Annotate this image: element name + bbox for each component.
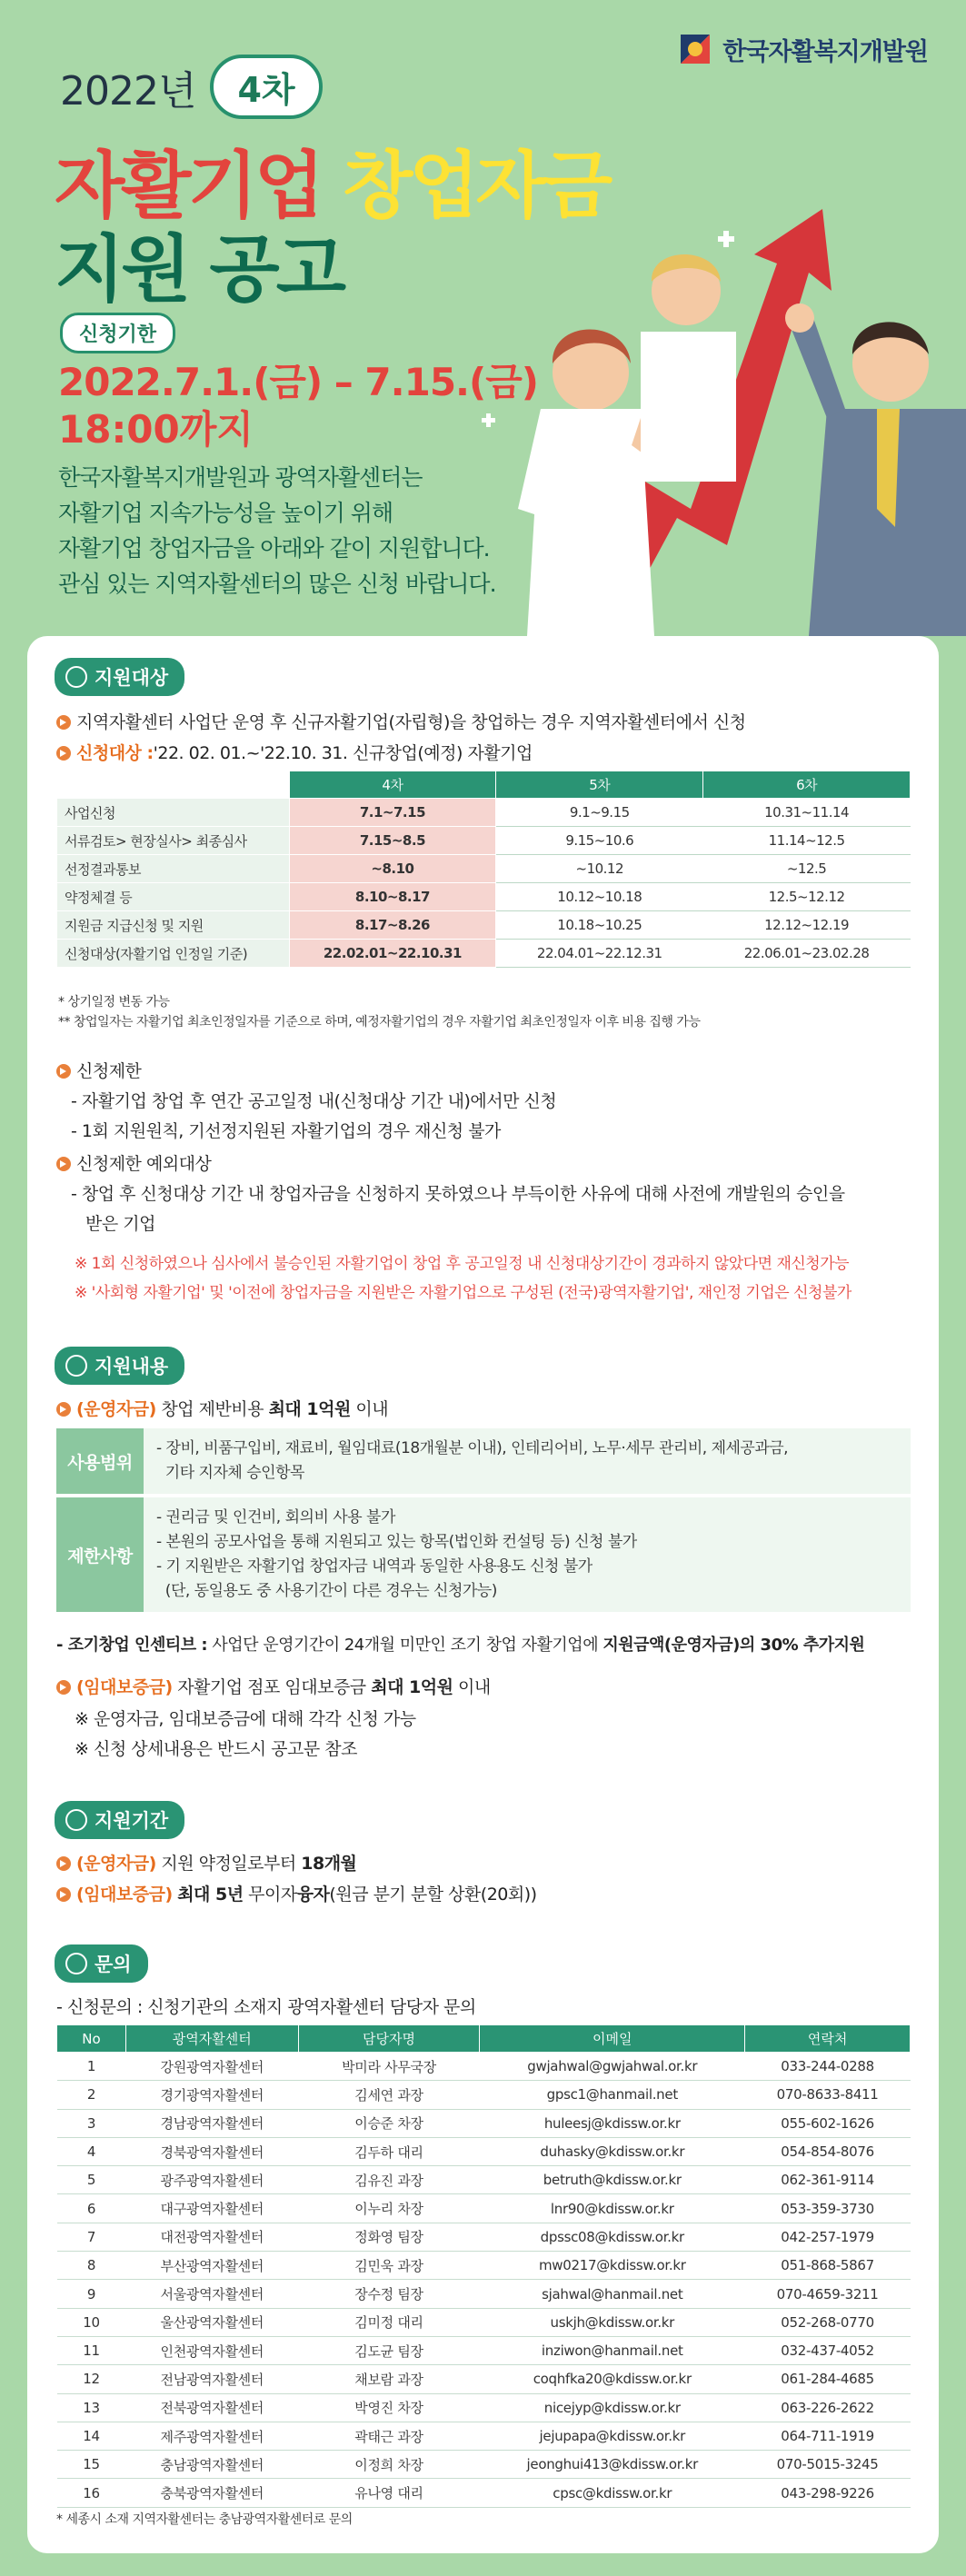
contacts-header-cell: 광역자활센터	[125, 2025, 298, 2053]
person-icon	[65, 666, 87, 688]
contacts-cell: 054-854-8076	[745, 2137, 911, 2165]
arrow-bullet-icon	[56, 1856, 71, 1871]
contact-email-link[interactable]: uskjh@kdissw.or.kr	[480, 2308, 745, 2336]
section-title: 지원내용	[95, 1356, 169, 1378]
warning-note-1: ※ 1회 신청하였으나 심사에서 불승인된 자활기업이 창업 후 공고일정 내 신청대상기간이 경과하지 않았다면 재신청가능	[75, 1255, 850, 1273]
deposit-tail: 이내	[458, 1677, 491, 1697]
contacts-cell: 이정희 차장	[298, 2451, 480, 2479]
contacts-cell: 070-8633-8411	[745, 2081, 911, 2109]
hero-banner	[0, 0, 966, 636]
intro-line: 관심 있는 지역자활센터의 많은 신청 바랍니다.	[58, 571, 496, 597]
contacts-header-cell: 연락처	[745, 2025, 911, 2053]
contacts-table	[56, 2024, 911, 2508]
arrow-bullet-icon	[56, 1157, 71, 1171]
schedule-cell: 12.12~12.19	[703, 911, 911, 940]
schedule-cell: 10.18~10.25	[496, 911, 703, 940]
section-title: 지원기간	[95, 1810, 169, 1832]
arrow-bullet-icon	[56, 1402, 71, 1417]
contacts-cell: 전남광역자활센터	[125, 2365, 298, 2393]
section-header-inquiry	[55, 1944, 148, 1983]
schedule-cell: 9.1~9.15	[496, 799, 703, 827]
period-deposit-loan: 융자	[296, 1885, 330, 1905]
schedule-cell: ~10.12	[496, 855, 703, 883]
contacts-row	[57, 2365, 911, 2393]
contacts-cell: 울산광역자활센터	[125, 2308, 298, 2336]
early-incentive-label: - 조기창업 인센티브 :	[56, 1636, 208, 1655]
usage-table	[56, 1428, 911, 1612]
section-header-content	[55, 1347, 184, 1385]
contacts-cell: 070-4659-3211	[745, 2280, 911, 2308]
schedule-cell: 22.02.01~22.10.31	[289, 940, 496, 968]
target-line-2	[56, 740, 533, 764]
schedule-note-2: ** 창업일자는 자활기업 최초인정일자를 기준으로 하며, 예정자활기업의 경우 자활기업 최초인정일자 이후 비용 집행 가능	[58, 1015, 701, 1029]
schedule-row	[57, 855, 911, 883]
schedule-header-cell: 5차	[496, 771, 703, 799]
schedule-row	[57, 827, 911, 855]
contacts-cell: 강원광역자활센터	[125, 2053, 298, 2081]
contacts-cell: 062-361-9114	[745, 2166, 911, 2194]
usage-line: 기타 지자체 승인항목	[156, 1464, 304, 1482]
contacts-row	[57, 2223, 911, 2251]
period-deposit-years: 최대 5년	[177, 1885, 244, 1905]
schedule-row	[57, 799, 911, 827]
contacts-cell: 4	[57, 2137, 126, 2165]
intro-line: 자활기업 창업자금을 아래와 같이 지원합니다.	[58, 535, 490, 562]
contacts-row	[57, 2308, 911, 2336]
operating-fund-text: 창업 제반비용	[161, 1399, 264, 1419]
target-line-2-text: '22. 02. 01.~'22.10. 31. 신규창업(예정) 자활기업	[153, 743, 533, 763]
contacts-row	[57, 2081, 911, 2109]
people-growth-illustration	[463, 182, 966, 636]
section-title: 문의	[95, 1954, 132, 1975]
contacts-cell: 박미라 사무국장	[298, 2053, 480, 2081]
operating-fund-amount: 최대 1억원	[268, 1399, 351, 1419]
contacts-cell: 대전광역자활센터	[125, 2223, 298, 2251]
sprout-icon	[65, 1355, 87, 1377]
year-line	[60, 55, 323, 119]
arrow-bullet-icon	[56, 746, 71, 761]
period-deposit-line	[56, 1881, 537, 1905]
contacts-cell: 032-437-4052	[745, 2336, 911, 2364]
contacts-cell: 경기광역자활센터	[125, 2081, 298, 2109]
title-red: 자활기업	[55, 144, 322, 228]
contacts-cell: 제주광역자활센터	[125, 2422, 298, 2450]
contacts-cell: 2	[57, 2081, 126, 2109]
schedule-cell: 8.10~8.17	[289, 883, 496, 911]
contacts-cell: 김유진 과장	[298, 2166, 480, 2194]
period-operating-label: (운영자금)	[76, 1854, 156, 1874]
schedule-row-label: 사업신청	[57, 799, 290, 827]
usage-line: - 장비, 비품구입비, 재료비, 월임대료(18개월분 이내), 인테리어비, 노무·세무 관리비, 제세공과금,	[156, 1439, 789, 1457]
operating-fund-line	[56, 1396, 388, 1420]
deposit-line	[56, 1674, 491, 1698]
contact-email-link[interactable]: mw0217@kdissw.or.kr	[480, 2252, 745, 2280]
contacts-cell: 인천광역자활센터	[125, 2336, 298, 2364]
early-incentive-text: 사업단 운영기간이 24개월 미만인 조기 창업 자활기업에	[212, 1636, 599, 1655]
contacts-cell: 12	[57, 2365, 126, 2393]
arrow-bullet-icon	[56, 1887, 71, 1902]
early-incentive-amount: 지원금액(운영자금)의 30% 추가지원	[603, 1636, 865, 1655]
usage-row-key: 사용범위	[56, 1428, 144, 1494]
schedule-row-label: 신청대상(자활기업 인정일 기준)	[57, 940, 290, 968]
contacts-row	[57, 2194, 911, 2223]
usage-line: - 기 지원받은 자활기업 창업자금 내역과 동일한 사용용도 신청 불가	[156, 1557, 593, 1576]
contacts-row	[57, 2479, 911, 2507]
usage-row	[56, 1428, 911, 1494]
title-line-2: 지원 공고	[55, 227, 343, 312]
deposit-label: (임대보증금)	[76, 1677, 173, 1697]
contacts-cell: 경남광역자활센터	[125, 2109, 298, 2137]
period-time: 18:00까지	[58, 407, 254, 452]
schedule-row-label: 지원금 지급신청 및 지원	[57, 911, 290, 940]
usage-row-value	[144, 1428, 911, 1494]
contacts-cell: 070-5015-3245	[745, 2451, 911, 2479]
schedule-cell: 22.04.01~22.12.31	[496, 940, 703, 968]
schedule-cell: 10.31~11.14	[703, 799, 911, 827]
intro-line: 한국자활복지개발원과 광역자활센터는	[58, 464, 423, 491]
contacts-cell: 063-226-2622	[745, 2393, 911, 2422]
contacts-cell: 박영진 차장	[298, 2393, 480, 2422]
contacts-cell: 유나영 대리	[298, 2479, 480, 2507]
schedule-header-cell: 6차	[703, 771, 911, 799]
contacts-cell: 7	[57, 2223, 126, 2251]
contact-email-link[interactable]: coqhfka20@kdissw.or.kr	[480, 2365, 745, 2393]
usage-line: - 본원의 공모사업을 통해 지원되고 있는 항목(법인화 컨설팅 등) 신청 불가	[156, 1533, 637, 1551]
contacts-cell: 정화영 팀장	[298, 2223, 480, 2251]
contact-email-link[interactable]: lnr90@kdissw.or.kr	[480, 2194, 745, 2223]
period-badge: 신청기한	[60, 313, 175, 353]
contacts-cell: 김두하 대리	[298, 2137, 480, 2165]
schedule-cell: 22.06.01~23.02.28	[703, 940, 911, 968]
contacts-cell: 광주광역자활센터	[125, 2166, 298, 2194]
warning-note-2: ※ '사회형 자활기업' 및 '이전에 창업자금을 지원받은 자활기업으로 구성된 (전국)광역자활기업', 재인정 기업은 신청불가	[75, 1284, 851, 1302]
title-yellow: 창업자금	[342, 144, 610, 228]
schedule-row-label: 서류검토> 현장실사> 최종심사	[57, 827, 290, 855]
contacts-header-cell: 이메일	[480, 2025, 745, 2053]
contacts-cell: 052-268-0770	[745, 2308, 911, 2336]
schedule-row-label: 선정결과통보	[57, 855, 290, 883]
arrow-bullet-icon	[56, 715, 71, 730]
schedule-cell: 10.12~10.18	[496, 883, 703, 911]
contacts-row	[57, 2109, 911, 2137]
contacts-row	[57, 2280, 911, 2308]
contacts-row	[57, 2053, 911, 2081]
contacts-header-cell: No	[57, 2025, 126, 2053]
contacts-cell: 김미정 대리	[298, 2308, 480, 2336]
usage-row-value	[144, 1497, 911, 1612]
contacts-cell: 14	[57, 2422, 126, 2450]
contacts-cell: 경북광역자활센터	[125, 2137, 298, 2165]
schedule-row	[57, 883, 911, 911]
schedule-cell: ~8.10	[289, 855, 496, 883]
contacts-cell: 장수정 팀장	[298, 2280, 480, 2308]
contacts-cell: 충남광역자활센터	[125, 2451, 298, 2479]
contacts-row	[57, 2252, 911, 2280]
contacts-cell: 충북광역자활센터	[125, 2479, 298, 2507]
contacts-row	[57, 2451, 911, 2479]
contact-email-link[interactable]: gpsc1@hanmail.net	[480, 2081, 745, 2109]
schedule-cell: 9.15~10.6	[496, 827, 703, 855]
contacts-cell: 채보람 과장	[298, 2365, 480, 2393]
contacts-cell: 대구광역자활센터	[125, 2194, 298, 2223]
contact-email-link[interactable]: huleesj@kdissw.or.kr	[480, 2109, 745, 2137]
contacts-cell: 064-711-1919	[745, 2422, 911, 2450]
logo-text: 한국자활복지개발원	[722, 37, 928, 66]
schedule-cell: 7.15~8.5	[289, 827, 496, 855]
contacts-cell: 이승준 차장	[298, 2109, 480, 2137]
contacts-row	[57, 2422, 911, 2450]
schedule-cell: 7.1~7.15	[289, 799, 496, 827]
contact-email-link[interactable]: duhasky@kdissw.or.kr	[480, 2137, 745, 2165]
schedule-table	[56, 771, 911, 968]
period-operating-months: 18개월	[301, 1854, 357, 1874]
contact-email-link[interactable]: betruth@kdissw.or.kr	[480, 2166, 745, 2194]
contacts-cell: 김민욱 과장	[298, 2252, 480, 2280]
period-deposit-text: 무이자	[248, 1885, 297, 1905]
contact-email-link[interactable]: cpsc@kdissw.or.kr	[480, 2479, 745, 2507]
contacts-cell: 이누리 차장	[298, 2194, 480, 2223]
contacts-row	[57, 2137, 911, 2165]
usage-row	[56, 1497, 911, 1612]
target-line-1	[56, 709, 746, 733]
content-card	[27, 636, 939, 2553]
schedule-row-label: 약정체결 등	[57, 883, 290, 911]
contacts-cell: 1	[57, 2053, 126, 2081]
contacts-cell: 김세연 과장	[298, 2081, 480, 2109]
period-deposit-label: (임대보증금)	[76, 1885, 173, 1905]
deposit-note: ※ 신청 상세내용은 반드시 공고문 참조	[75, 1739, 357, 1759]
contacts-row	[57, 2393, 911, 2422]
schedule-header-cell: 4차	[289, 771, 496, 799]
exception-title	[56, 1150, 211, 1175]
round-badge: 4차	[210, 55, 322, 119]
contact-email-link[interactable]: jejupapa@kdissw.or.kr	[480, 2422, 745, 2450]
section-header-period	[55, 1801, 184, 1839]
period-operating-line	[56, 1850, 356, 1875]
contact-email-link[interactable]: gwjahwal@gwjahwal.or.kr	[480, 2053, 745, 2081]
schedule-cell: 11.14~12.5	[703, 827, 911, 855]
contacts-cell: 3	[57, 2109, 126, 2137]
contacts-cell: 055-602-1626	[745, 2109, 911, 2137]
operating-fund-label: (운영자금)	[76, 1399, 156, 1419]
contacts-header-cell: 담당자명	[298, 2025, 480, 2053]
contacts-cell: 042-257-1979	[745, 2223, 911, 2251]
contacts-cell: 11	[57, 2336, 126, 2364]
schedule-header-blank	[57, 771, 290, 799]
deposit-amount: 최대 1억원	[371, 1677, 453, 1697]
contacts-cell: 6	[57, 2194, 126, 2223]
logo-mark-icon	[677, 31, 713, 67]
deposit-text: 자활기업 점포 임대보증금	[177, 1677, 366, 1697]
schedule-header-row	[57, 771, 911, 799]
contacts-cell: 곽태근 과장	[298, 2422, 480, 2450]
contacts-cell: 043-298-9226	[745, 2479, 911, 2507]
period-deposit-tail: (원금 분기 분할 상환(20회))	[329, 1885, 537, 1905]
schedule-cell: ~12.5	[703, 855, 911, 883]
target-line-2-label: 신청대상 :	[76, 743, 154, 763]
schedule-cell: 8.17~8.26	[289, 911, 496, 940]
contact-email-link[interactable]: sjahwal@hanmail.net	[480, 2280, 745, 2308]
contacts-cell: 김도균 팀장	[298, 2336, 480, 2364]
schedule-cell: 12.5~12.12	[703, 883, 911, 911]
usage-row-key: 제한사항	[56, 1497, 144, 1612]
contacts-cell: 16	[57, 2479, 126, 2507]
contacts-body	[57, 2053, 911, 2508]
contacts-cell: 10	[57, 2308, 126, 2336]
restrict-title	[56, 1058, 141, 1082]
exception-item: - 창업 후 신청대상 기간 내 창업자금을 신청하지 못하였으나 부득이한 사유에 대해 사전에 개발원의 승인을	[71, 1184, 845, 1204]
contacts-cell: 051-868-5867	[745, 2252, 911, 2280]
contacts-cell: 033-244-0288	[745, 2053, 911, 2081]
schedule-row	[57, 911, 911, 940]
contacts-header-row	[57, 2025, 911, 2053]
early-incentive-line	[56, 1632, 864, 1656]
contacts-cell: 061-284-4685	[745, 2365, 911, 2393]
usage-line: (단, 동일용도 중 사용기간이 다른 경우는 신청가능)	[156, 1582, 497, 1600]
inquiry-intro: - 신청문의 : 신청기관의 소재지 광역자활센터 담당자 문의	[56, 1997, 476, 2017]
year-text: 2022년	[60, 67, 196, 114]
schedule-row	[57, 940, 911, 968]
exception-item: 받은 기업	[85, 1214, 155, 1234]
contacts-row	[57, 2336, 911, 2364]
inquiry-footnote: * 세종시 소재 지역자활센터는 충남광역자활센터로 문의	[56, 2512, 353, 2527]
contacts-cell: 서울광역자활센터	[125, 2280, 298, 2308]
arrow-bullet-icon	[56, 1680, 71, 1695]
contacts-cell: 053-359-3730	[745, 2194, 911, 2223]
deposit-note: ※ 운영자금, 임대보증금에 대해 각각 신청 가능	[75, 1709, 416, 1729]
contacts-cell: 전북광역자활센터	[125, 2393, 298, 2422]
contact-email-link[interactable]: jeonghui413@kdissw.or.kr	[480, 2451, 745, 2479]
period-operating-text: 지원 약정일로부터	[161, 1854, 296, 1874]
contact-email-link[interactable]: nicejyp@kdissw.or.kr	[480, 2393, 745, 2422]
contact-email-link[interactable]: inziwon@hanmail.net	[480, 2336, 745, 2364]
usage-line: - 권리금 및 인건비, 회의비 사용 불가	[156, 1508, 395, 1527]
restrict-item: - 1회 지원원칙, 기선정지원된 자활기업의 경우 재신청 불가	[71, 1121, 501, 1141]
hourglass-icon	[65, 1809, 87, 1831]
target-line-1-text: 지역자활센터 사업단 운영 후 신규자활기업(자립형)을 창업하는 경우 지역자활센터에서 신청	[76, 712, 746, 732]
schedule-note-1: * 상기일정 변동 가능	[58, 995, 170, 1010]
restrict-item: - 자활기업 창업 후 연간 공고일정 내(신청대상 기간 내)에서만 신청	[71, 1091, 557, 1111]
arrow-bullet-icon	[56, 1064, 71, 1079]
restrict-title-text: 신청제한	[76, 1061, 142, 1081]
exception-title-text: 신청제한 예외대상	[76, 1154, 212, 1174]
contacts-cell: 5	[57, 2166, 126, 2194]
contacts-cell: 13	[57, 2393, 126, 2422]
contacts-cell: 9	[57, 2280, 126, 2308]
contacts-row	[57, 2166, 911, 2194]
intro-text	[58, 460, 496, 602]
intro-line: 자활기업 지속가능성을 높이기 위해	[58, 500, 393, 526]
period-date: 2022.7.1.(금) – 7.15.(금)	[58, 360, 538, 404]
contacts-cell: 부산광역자활센터	[125, 2252, 298, 2280]
phone-icon	[65, 1953, 87, 1974]
section-title: 지원대상	[95, 667, 169, 689]
contacts-cell: 8	[57, 2252, 126, 2280]
contact-email-link[interactable]: dpssc08@kdissw.or.kr	[480, 2223, 745, 2251]
section-header-target	[55, 658, 184, 696]
contacts-cell: 15	[57, 2451, 126, 2479]
logo	[677, 31, 928, 67]
operating-fund-tail: 이내	[355, 1399, 389, 1419]
